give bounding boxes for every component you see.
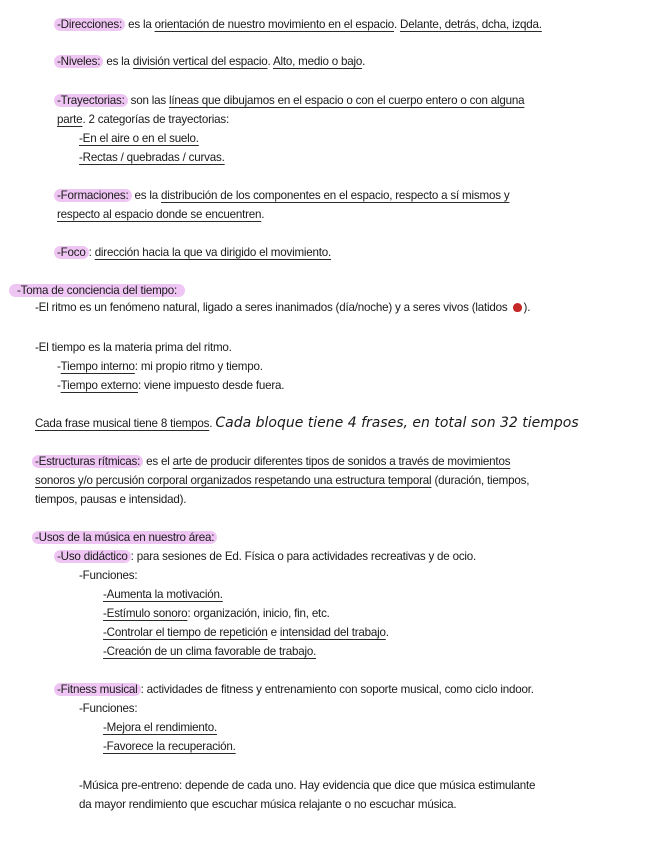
handwritten-note: Cada bloque tiene 4 frases, en total son 32 tiempos <box>215 415 579 431</box>
fitness-label: -Fitness musical <box>54 683 141 696</box>
trayectorias-line: -Trayectorias: son las líneas que dibujamos en el espacio o con el cuerpo entero o con alguna <box>57 91 524 110</box>
formaciones-line: -Formaciones: es la distribución de los componentes en el espacio, respecto a sí mismos y <box>57 186 509 205</box>
direcciones-line: -Direcciones: es la orientación de nuestro movimiento en el espacio. Delante, detrás, dcha, izqda. <box>57 15 542 34</box>
tiempo-heading: -Toma de conciencia del tiempo: <box>12 281 185 300</box>
trayectorias-label: -Trayectorias: <box>54 94 128 107</box>
materia-line: -El tiempo es la materia prima del ritmo. <box>35 341 232 354</box>
list-item: -Mejora el rendimiento. <box>103 721 217 734</box>
funciones-label: -Funciones: <box>79 702 138 715</box>
preentreno-line-2: da mayor rendimiento que escuchar música relajante o no escuchar música. <box>79 798 457 811</box>
interno-line: -Tiempo interno: mi propio ritmo y tiempo. <box>57 360 263 373</box>
estructuras-line-2: sonoros y/o percusión corporal organizados respetando una estructura temporal (duración, tiempos, <box>35 474 530 487</box>
funciones-label: -Funciones: <box>79 569 138 582</box>
frase-line: Cada frase musical tiene 8 tiempos. Cada bloque tiene 4 frases, en total son 32 tiempos <box>35 415 579 431</box>
list-item: -Rectas / quebradas / curvas. <box>79 151 225 164</box>
list-item: -Aumenta la motivación. <box>103 588 223 601</box>
didactico-line: -Uso didáctico : para sesiones de Ed. Física o para actividades recreativas y de ocio. <box>57 547 476 566</box>
list-item: -En el aire o en el suelo. <box>79 132 199 145</box>
usos-heading: -Usos de la música en nuestro área: <box>35 528 217 547</box>
trayectorias-line-2: parte. 2 categorías de trayectorias: <box>57 113 229 126</box>
ritmo-line: -El ritmo es un fenómeno natural, ligado a seres inanimados (día/noche) y a seres vivos (latidos ). <box>35 301 531 314</box>
fitness-line: -Fitness musical : actividades de fitness y entrenamiento con soporte musical, como ciclo indoor. <box>57 680 534 699</box>
list-item: -Creación de un clima favorable de trabajo. <box>103 645 317 658</box>
preentreno-line: -Música pre-entreno: depende de cada uno. Hay evidencia que dice que música estimulante <box>79 779 536 792</box>
list-item: -Estímulo sonoro: organización, inicio, fin, etc. <box>103 607 330 620</box>
externo-line: -Tiempo externo: viene impuesto desde fuera. <box>57 379 285 392</box>
foco-label: -Foco <box>54 246 89 259</box>
estructuras-label: -Estructuras rítmicas: <box>32 455 143 468</box>
formaciones-label: -Formaciones: <box>54 189 132 202</box>
niveles-label: -Niveles: <box>54 55 103 68</box>
estructuras-line: -Estructuras rítmicas: es el arte de producir diferentes tipos de sonidos a través de movimientos <box>35 452 510 471</box>
formaciones-line-2: respecto al espacio donde se encuentren. <box>57 208 265 221</box>
direcciones-label: -Direcciones: <box>54 18 125 31</box>
foco-line: -Foco : dirección hacia la que va dirigido el movimiento. <box>57 243 331 262</box>
didactico-label: -Uso didáctico <box>54 550 131 563</box>
list-item: -Favorece la recuperación. <box>103 740 236 753</box>
list-item: -Controlar el tiempo de repetición e intensidad del trabajo. <box>103 626 389 639</box>
niveles-line: -Niveles: es la división vertical del espacio. Alto, medio o bajo. <box>57 52 365 71</box>
estructuras-line-3: tiempos, pausas e intensidad). <box>35 493 187 506</box>
heart-icon <box>513 303 522 312</box>
